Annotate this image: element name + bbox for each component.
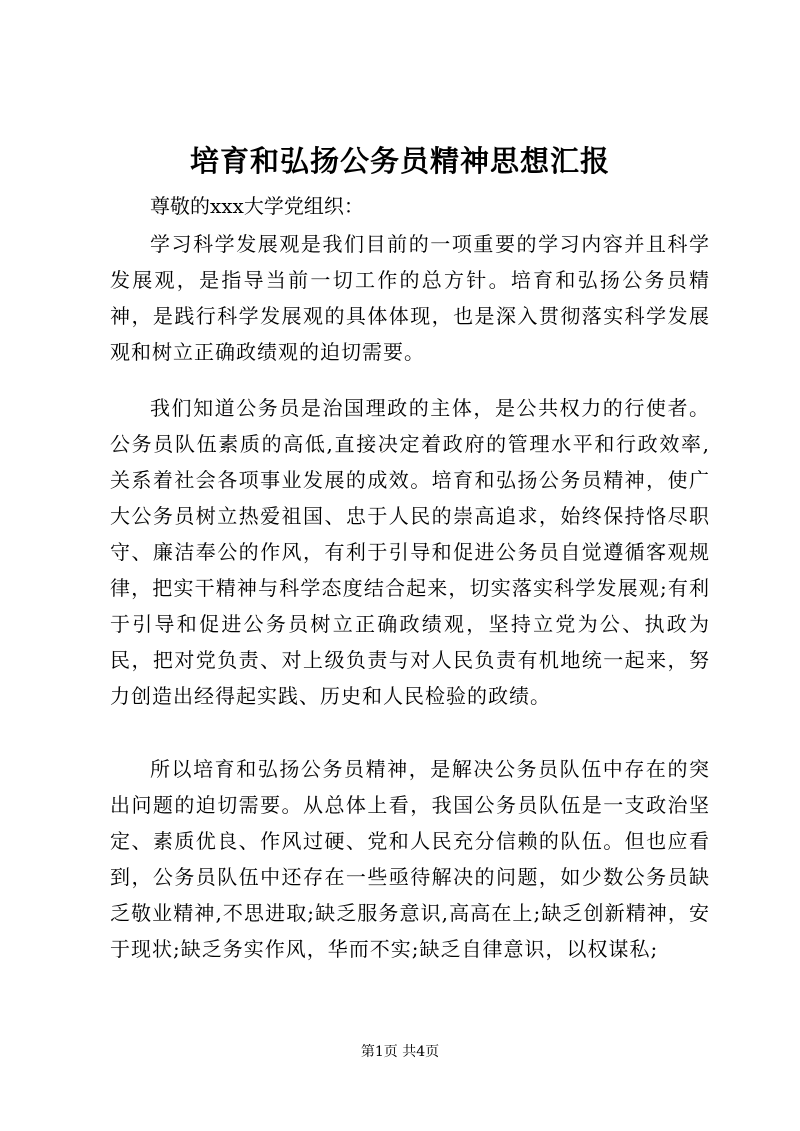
page-number-footer: 第1页 共4页	[360, 1044, 440, 1060]
salutation: 尊敬的xxx大学党组织：	[150, 194, 364, 218]
paragraph-1: 学习科学发展观是我们目前的一项重要的学习内容并且科学发展观，是指导当前一切工作的总方针。培育和弘扬公务员精神，是践行科学发展观的具体体现，也是深入贯彻落实科学发展观和树立正确政绩观的迫切需要。	[110, 232, 710, 364]
document-title: 培育和弘扬公务员精神思想汇报	[189, 144, 610, 178]
paragraph-3: 所以培育和弘扬公务员精神，是解决公务员队伍中存在的突出问题的迫切需要。从总体上看，我国公务员队伍是一支政治坚定、素质优良、作风过硬、党和人民充分信赖的队伍。但也应看到，公务员队伍中还存在一些亟待解决的问题，如少数公务员缺乏敬业精神,不思进取;缺乏服务意识,高高在上;缺乏创新精神，安于现状;缺乏务实作风，华而不实;缺乏自律意识，以权谋私;	[110, 757, 710, 961]
paragraph-2: 我们知道公务员是治国理政的主体，是公共权力的行使者。公务员队伍素质的高低,直接决定着政府的管理水平和行政效率,关系着社会各项事业发展的成效。培育和弘扬公务员精神，使广大公务员树立热爱祖国、忠于人民的崇高追求，始终保持恪尽职守、廉洁奉公的作风，有利于引导和促进公务员自觉遵循客观规律，把实干精神与科学态度结合起来，切实落实科学发展观;有利于引导和促进公务员树立正确政绩观，坚持立党为公、执政为民，把对党负责、对上级负责与对人民负责有机地统一起来，努力创造出经得起实践、历史和人民检验的政绩。	[110, 396, 710, 708]
